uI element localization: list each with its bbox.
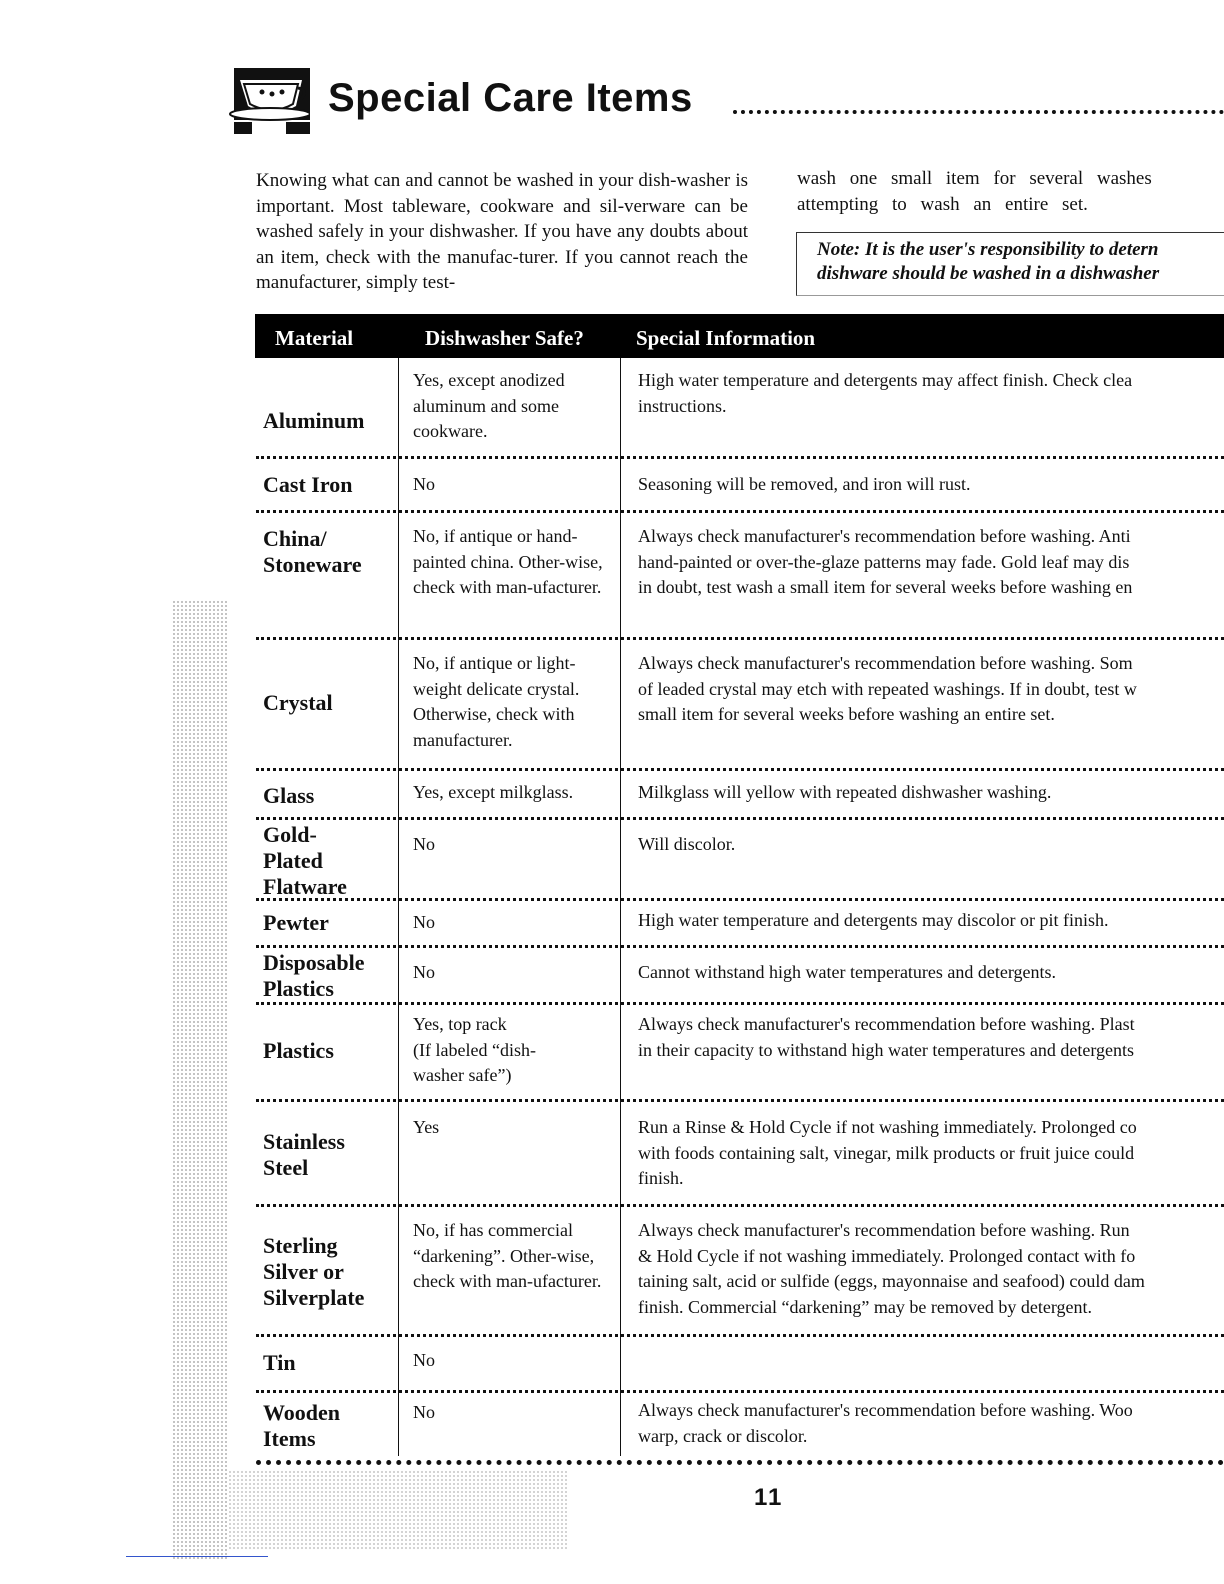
material-cell: Sterling Silver or Silverplate	[263, 1233, 365, 1310]
column-divider	[620, 358, 621, 1456]
table-header	[255, 314, 1224, 358]
column-header-dishwasher-safe: Dishwasher Safe?	[425, 326, 584, 350]
material-cell: Disposable Plastics	[263, 950, 365, 1001]
dishwasher-safe-cell: No	[413, 474, 435, 494]
dishwasher-safe-cell: Yes, except milkglass.	[413, 782, 574, 802]
intro-right-line: wash one small item for several washes	[797, 168, 1152, 189]
title-leader-dots	[733, 110, 1224, 114]
material-cell: Wooden Items	[263, 1400, 341, 1451]
row-separator	[256, 1334, 1224, 1337]
row-separator	[256, 898, 1224, 901]
special-information-cell: Cannot withstand high water temperatures and detergents.	[638, 962, 1057, 982]
special-information-cell: High water temperature and detergents may affect finish. Check clea instructions.	[638, 370, 1133, 416]
row-separator	[256, 1460, 1224, 1465]
dishwasher-safe-cell: Yes, top rack (If labeled “dish- washer safe”)	[413, 1014, 536, 1085]
row-separator	[256, 1204, 1224, 1207]
row-separator	[256, 1002, 1224, 1005]
note-box	[796, 232, 1224, 296]
dishwasher-safe-cell: No	[413, 912, 435, 932]
dishwasher-safe-cell: No, if antique or light-weight delicate crystal. Otherwise, check with manufacturer.	[413, 653, 580, 750]
special-information-cell: Will discolor.	[638, 834, 736, 854]
column-header-special-information: Special Information	[636, 326, 816, 350]
dishwasher-safe-cell: No, if antique or hand-painted china. Other-wise, check with man-ufacturer.	[413, 526, 603, 597]
row-separator	[256, 637, 1224, 640]
material-cell: Pewter	[263, 910, 329, 935]
row-separator	[256, 456, 1224, 459]
note-line: Note: It is the user's responsibility to detern	[817, 239, 1159, 260]
section-header	[228, 66, 1224, 136]
page-title: Special Care Items	[328, 76, 693, 120]
material-cell: Plastics	[263, 1038, 334, 1063]
material-cell: Gold- Plated Flatware	[263, 822, 347, 899]
intro-right-line: attempting to wash an entire set.	[797, 193, 1088, 215]
column-divider	[398, 358, 399, 1456]
teacup-icon	[228, 66, 310, 134]
material-cell: Glass	[263, 783, 315, 808]
column-header-material: Material	[275, 326, 354, 350]
row-separator	[256, 1099, 1224, 1102]
special-information-cell: Always check manufacturer's recommendation before washing. Anti hand-painted or over-the-glaze patterns may fade. Gold leaf may dis in doubt, test wash a small item for several weeks before washing en	[638, 526, 1133, 597]
row-separator	[256, 510, 1224, 513]
scan-noise-margin	[172, 600, 228, 1560]
special-information-cell: Always check manufacturer's recommendation before washing. Som of leaded crystal may etch with repeated washings. If in doubt, test w small item for several weeks before washing an entire set.	[638, 653, 1137, 724]
special-information-cell: Always check manufacturer's recommendation before washing. Woo warp, crack or discolor.	[638, 1400, 1133, 1446]
special-information-cell: Always check manufacturer's recommendation before washing. Run & Hold Cycle if not washing immediately. Prolonged contact with fo taining salt, acid or sulfide (eggs, mayonnaise and seafood) could dam finish. Commercial “darkening” may be removed by detergent.	[638, 1220, 1145, 1317]
material-cell: China/ Stoneware	[263, 526, 362, 577]
special-information-cell: Seasoning will be removed, and iron will rust.	[638, 474, 971, 494]
row-separator	[256, 817, 1224, 820]
row-separator	[256, 945, 1224, 948]
dishwasher-safe-cell: No	[413, 1350, 435, 1370]
special-information-cell: Always check manufacturer's recommendation before washing. Plast in their capacity to withstand high water temperatures and detergents	[638, 1014, 1135, 1060]
material-cell: Cast Iron	[263, 472, 353, 497]
row-separator	[256, 768, 1224, 771]
special-information-cell: High water temperature and detergents may discolor or pit finish.	[638, 910, 1109, 930]
intro-paragraph: Knowing what can and cannot be washed in your dish-washer is important. Most tableware, cookware and sil-verware can be washed safely in your dishwasher. If you have any doubts about an item, check with the manufac-turer. If you cannot reach the manufacturer, simply test-	[256, 170, 748, 294]
material-cell: Stainless Steel	[263, 1129, 345, 1180]
dishwasher-safe-cell: No	[413, 962, 435, 982]
material-cell: Crystal	[263, 690, 333, 715]
special-information-cell: Run a Rinse & Hold Cycle if not washing immediately. Prolonged co with foods containing salt, vinegar, milk products or fruit juice could finish.	[638, 1117, 1137, 1188]
dishwasher-safe-cell: No, if has commercial “darkening”. Other-wise, check with man-ufacturer.	[413, 1220, 602, 1291]
note-line: dishware should be washed in a dishwasher	[817, 263, 1160, 284]
material-cell: Aluminum	[263, 408, 365, 433]
special-information-cell: Milkglass will yellow with repeated dishwasher washing.	[638, 782, 1052, 802]
page-number: 11	[754, 1484, 784, 1511]
intro-paragraph-continued	[797, 166, 1224, 217]
scan-edge-line	[126, 1556, 268, 1557]
dishwasher-safe-cell: Yes	[413, 1117, 440, 1137]
row-separator	[256, 1390, 1224, 1393]
dishwasher-safe-cell: No	[413, 834, 435, 854]
scan-noise-bottom	[228, 1470, 568, 1550]
dishwasher-safe-cell: Yes, except anodized aluminum and some cookware.	[413, 370, 565, 441]
dishwasher-safe-cell: No	[413, 1402, 435, 1422]
material-cell: Tin	[263, 1350, 296, 1375]
